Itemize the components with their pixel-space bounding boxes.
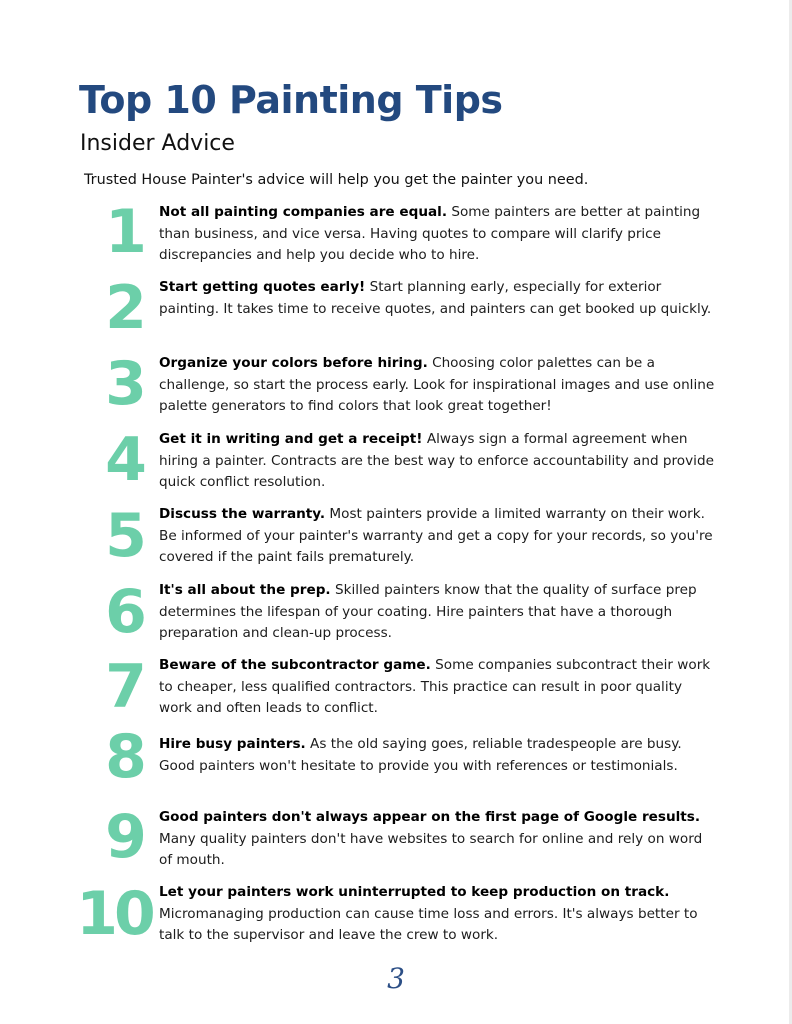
tip-body: Most painters provide a limited warranty on their work. Be informed of your painter's warranty and get a copy for your records, so you're covered if the paint fails prematurely. [159,506,713,565]
tip-body: As the old saying goes, reliable tradespeople are busy. Good painters won't hesitate to provide you with references or testimonials. [159,736,682,774]
tip-heading: Get it in writing and get a receipt! [159,431,423,447]
tip-text [159,807,719,872]
tip-text [159,504,719,569]
tip-number: 3 [105,349,147,419]
tip-heading: Discuss the warranty. [159,506,326,522]
tip-heading: Good painters don't always appear on the first page of Google results. [159,809,701,825]
tip-text [159,202,719,267]
tip-text [159,353,719,418]
tip-heading: Beware of the subcontractor game. [159,657,431,673]
tip-body: Some painters are better at painting than business, and vice versa. Having quotes to compare will clarify price discrepancies and help you decide who to hire. [159,204,701,263]
intro-text: Trusted House Painter's advice will help you get the painter you need. [84,172,589,188]
tip-body: Choosing color palettes can be a challenge, so start the process early. Look for inspirational images and use online palette generators to find colors that look great together! [159,355,715,414]
tip-body: Skilled painters know that the quality of surface prep determines the lifespan of your coating. Hire painters that have a thorough preparation and clean-up process. [159,582,697,641]
tip-text [159,655,719,720]
tip-body: Micromanaging production can cause time loss and errors. It's always better to talk to the supervisor and leave the crew to work. [159,905,698,943]
page-subtitle: Insider Advice [80,131,235,156]
tip-body: Some companies subcontract their work to cheaper, less qualified contractors. This practice can result in poor quality work and often leads to conflict. [159,657,711,716]
tip-heading: Let your painters work uninterrupted to keep production on track. [159,884,670,900]
tip-text [159,580,719,645]
tip-text [159,429,719,494]
tip-text [159,882,719,947]
tip-heading: Hire busy painters. [159,736,306,752]
tip-body: Many quality painters don't have websites to search for online and rely on word of mouth. [159,830,703,868]
tip-heading: Organize your colors before hiring. [159,355,428,371]
page-number: 3 [387,962,405,995]
tip-number: 6 [105,577,147,647]
tip-number: 7 [105,652,147,722]
tip-body: Start planning early, especially for exterior painting. It takes time to receive quotes, and painters can get booked up quickly. [159,279,712,317]
tip-number: 4 [105,425,147,495]
tip-text [159,734,719,777]
page-title: Top 10 Painting Tips [79,78,503,122]
tip-number: 10 [76,879,152,949]
tip-number: 5 [105,501,147,571]
tip-number: 9 [105,802,147,872]
tip-number: 2 [105,273,147,343]
tip-number: 8 [105,722,147,792]
tip-text [159,277,719,320]
tip-heading: Not all painting companies are equal. [159,204,448,220]
tip-body: Always sign a formal agreement when hiring a painter. Contracts are the best way to enforce accountability and provide quick conflict resolution. [159,431,714,490]
tip-heading: It's all about the prep. [159,582,331,598]
tip-number: 1 [105,197,147,267]
tip-heading: Start getting quotes early! [159,279,366,295]
